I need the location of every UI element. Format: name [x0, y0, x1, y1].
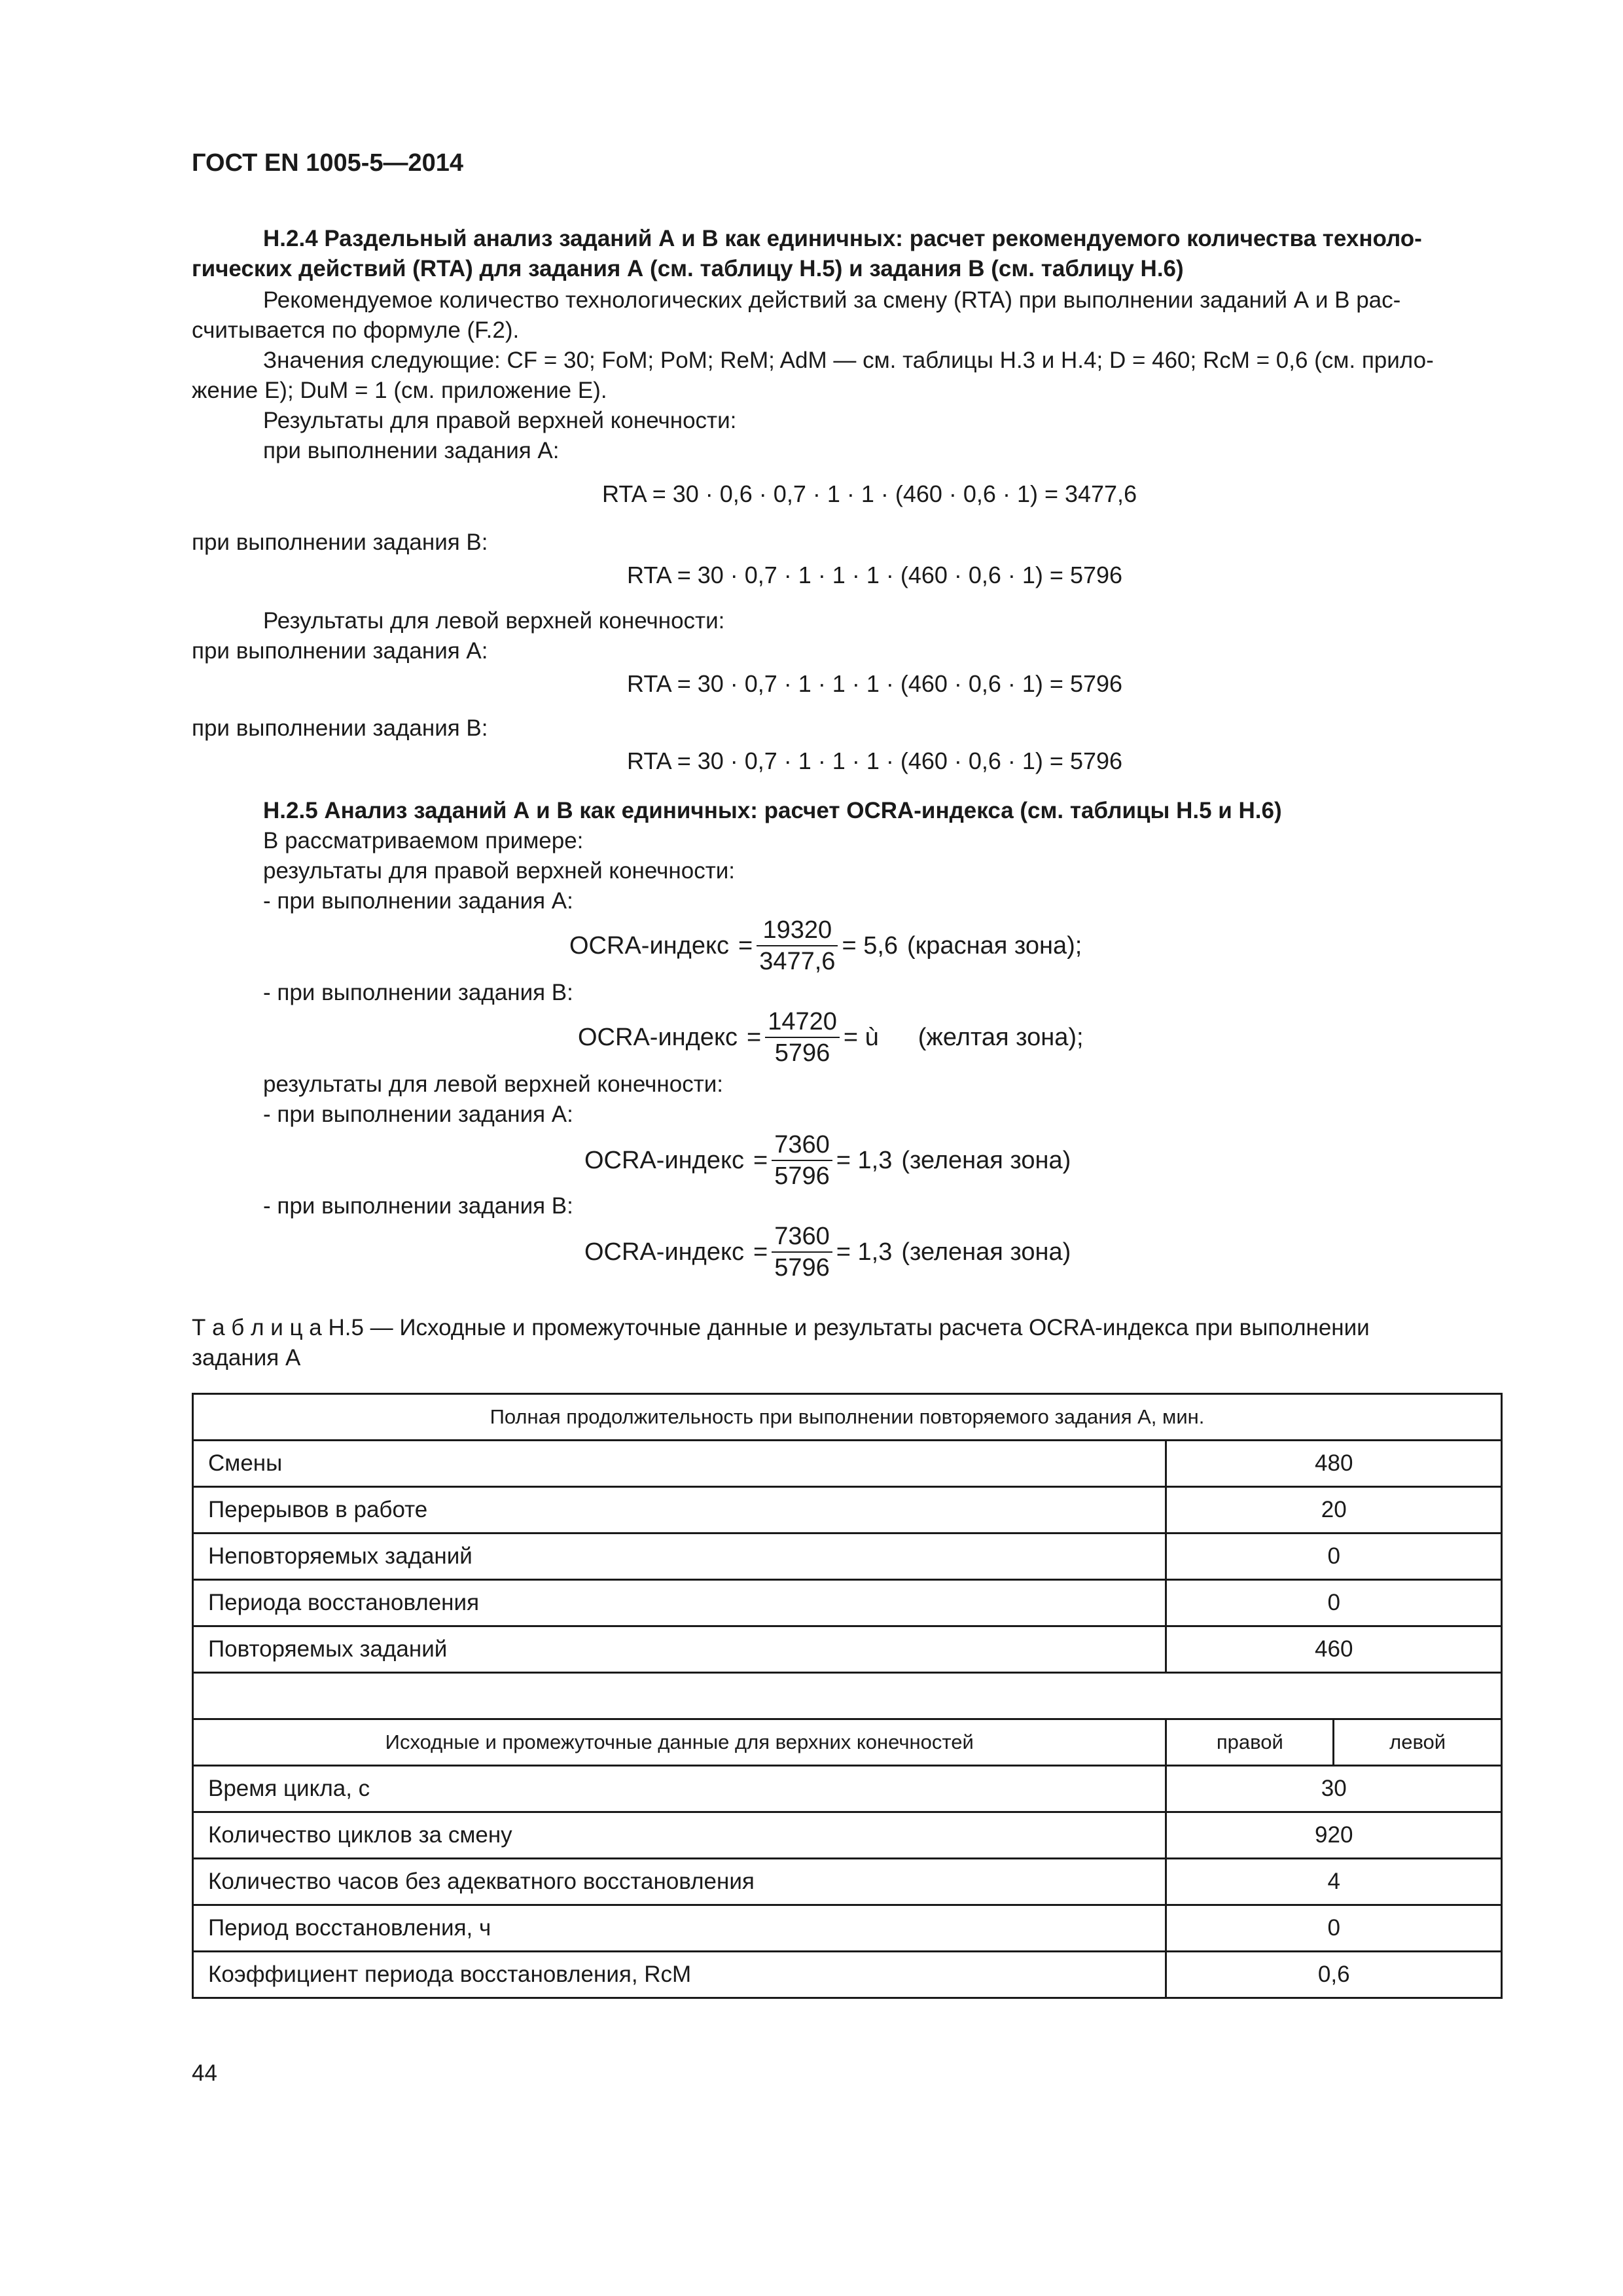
table-row	[193, 1952, 1502, 1998]
empty-cell	[193, 1673, 1502, 1719]
row-value: 480	[1166, 1441, 1502, 1487]
paragraph-line: при выполнении задания А:	[192, 638, 488, 664]
table-row	[193, 1441, 1502, 1487]
paragraph-line: считывается по формуле (F.2).	[192, 317, 520, 343]
list-item: - при выполнении задания В:	[263, 980, 573, 1005]
table-row	[193, 1580, 1502, 1626]
table-caption-line1: Т а б л и ц а Н.5 — Исходные и промежуточные данные и результаты расчета OCRA-индекса при выполнении	[192, 1315, 1370, 1340]
paragraph-line: жение Е); DuM = 1 (см. приложение Е).	[192, 378, 607, 403]
row-value: 920	[1166, 1812, 1502, 1859]
zone-label: (желтая зона);	[918, 1023, 1084, 1051]
ocra-label: OCRA-индекс	[584, 1146, 745, 1174]
ocra-label: OCRA-индекс	[569, 931, 730, 960]
row-value: 0	[1166, 1905, 1502, 1952]
ocra-formula-1: OCRA-индекс = $\frac{19320}{3477,6}$ = 5,6 (красная зона);	[569, 916, 1082, 975]
paragraph-line: при выполнении задания А:	[263, 438, 560, 463]
list-item: - при выполнении задания В:	[263, 1193, 573, 1219]
ocra-formula-4: OCRA-индекс = $\frac{7360}{5796}$ = 1,3 (зеленая зона)	[584, 1223, 1071, 1282]
paragraph-line: при выполнении задания В:	[192, 715, 488, 741]
table-row	[193, 1534, 1502, 1580]
table-caption-line2: задания А	[192, 1345, 301, 1371]
row-label: Время цикла, с	[193, 1766, 1166, 1812]
row-value: 0	[1166, 1580, 1502, 1626]
fraction-numerator: 19320	[757, 915, 838, 946]
table-section-header: Полная продолжительность при выполнении повторяемого задания А, мин.	[193, 1394, 1502, 1441]
row-value: 0,6	[1166, 1952, 1502, 1998]
fraction-denominator: 5796	[774, 1039, 830, 1067]
fraction	[772, 1130, 832, 1191]
row-label: Период восстановления, ч	[193, 1905, 1166, 1952]
table-row	[193, 1905, 1502, 1952]
page-number: 44	[192, 2060, 217, 2086]
rta-formula-1: RTA = 30 · 0,6 · 0,7 · 1 · 1 · (460 · 0,6 · 1) = 3477,6	[602, 480, 1137, 507]
zone-label: (зеленая зона)	[901, 1238, 1071, 1266]
row-value: 460	[1166, 1626, 1502, 1673]
fraction	[772, 1221, 832, 1283]
ocra-label: OCRA-индекс	[578, 1023, 738, 1051]
row-label: Коэффициент периода восстановления, RcM	[193, 1952, 1166, 1998]
fraction-numerator: 14720	[765, 1007, 840, 1038]
row-label: Количество циклов за смену	[193, 1812, 1166, 1859]
fraction-denominator: 5796	[774, 1162, 830, 1190]
paragraph-line: результаты для правой верхней конечности:	[263, 858, 736, 884]
result-value: = 5,6	[842, 931, 899, 960]
list-item: - при выполнении задания А:	[263, 888, 573, 914]
list-item: - при выполнении задания А:	[263, 1102, 573, 1127]
ocra-label: OCRA-индекс	[584, 1238, 745, 1266]
table-section-header: Исходные и промежуточные данные для верхних конечностей	[193, 1719, 1166, 1766]
section-title: Н.2.5 Анализ заданий А и В как единичных: расчет OCRA-индекса (см. таблицы Н.5 и Н.6)	[263, 798, 1282, 823]
fraction-numerator: 7360	[772, 1221, 832, 1253]
row-label: Перерывов в работе	[193, 1487, 1166, 1534]
rta-formula-2: RTA = 30 · 0,7 · 1 · 1 · 1 · (460 · 0,6 · 1) = 5796	[627, 562, 1123, 588]
document-header: ГОСТ EN 1005-5—2014	[192, 149, 464, 177]
zone-label: (красная зона);	[907, 931, 1082, 960]
row-label: Неповторяемых заданий	[193, 1534, 1166, 1580]
rta-formula-4: RTA = 30 · 0,7 · 1 · 1 · 1 · (460 · 0,6 · 1) = 5796	[627, 747, 1123, 774]
column-header-right: правой	[1166, 1719, 1334, 1766]
table-header-row	[193, 1394, 1502, 1441]
table-row	[193, 1626, 1502, 1673]
ocra-formula-2: OCRA-индекс = $\frac{14720}{5796}$ = ù (желтая зона);	[578, 1008, 1084, 1067]
row-label: Смены	[193, 1441, 1166, 1487]
paragraph-line: Результаты для правой верхней конечности:	[263, 408, 737, 433]
paragraph-line: результаты для левой верхней конечности:	[263, 1071, 724, 1097]
paragraph-line: Значения следующие: CF = 30; FoM; PoM; ReM; AdM — см. таблицы Н.3 и Н.4; D = 460; RcM = 0,6 (см. прило-	[263, 348, 1434, 373]
fraction-numerator: 7360	[772, 1130, 832, 1161]
row-label: Повторяемых заданий	[193, 1626, 1166, 1673]
section-title-line2: гических действий (RTA) для задания А (см. таблицу Н.5) и задания В (см. таблицу Н.6)	[192, 256, 1184, 281]
table-row	[193, 1859, 1502, 1905]
paragraph-line: Рекомендуемое количество технологических действий за смену (RTA) при выполнении заданий А и В рас-	[263, 287, 1401, 313]
row-label: Периода восстановления	[193, 1580, 1166, 1626]
table-header-row	[193, 1719, 1502, 1766]
paragraph-line: Результаты для левой верхней конечности:	[263, 608, 725, 634]
row-label: Количество часов без адекватного восстановления	[193, 1859, 1166, 1905]
row-value: 4	[1166, 1859, 1502, 1905]
fraction-denominator: 3477,6	[759, 948, 836, 975]
row-value: 30	[1166, 1766, 1502, 1812]
table-h5	[192, 1393, 1503, 1999]
fraction	[757, 915, 838, 977]
section-title-line1: Н.2.4 Раздельный анализ заданий А и В как единичных: расчет рекомендуемого количества техноло-	[263, 226, 1422, 251]
result-value: = 1,3	[836, 1238, 893, 1266]
table-empty-row	[193, 1673, 1502, 1719]
ocra-formula-3: OCRA-индекс = $\frac{7360}{5796}$ = 1,3 (зеленая зона)	[584, 1131, 1071, 1190]
row-value: 20	[1166, 1487, 1502, 1534]
table-row	[193, 1487, 1502, 1534]
zone-label: (зеленая зона)	[901, 1146, 1071, 1174]
fraction-denominator: 5796	[774, 1254, 830, 1282]
column-header-left: левой	[1334, 1719, 1502, 1766]
result-value: = ù	[843, 1023, 879, 1051]
fraction	[765, 1007, 840, 1068]
row-value: 0	[1166, 1534, 1502, 1580]
paragraph-line: при выполнении задания В:	[192, 529, 488, 555]
result-value: = 1,3	[836, 1146, 893, 1174]
rta-formula-3: RTA = 30 · 0,7 · 1 · 1 · 1 · (460 · 0,6 · 1) = 5796	[627, 670, 1123, 697]
paragraph-line: В рассматриваемом примере:	[263, 828, 584, 853]
table-row	[193, 1766, 1502, 1812]
table-row	[193, 1812, 1502, 1859]
